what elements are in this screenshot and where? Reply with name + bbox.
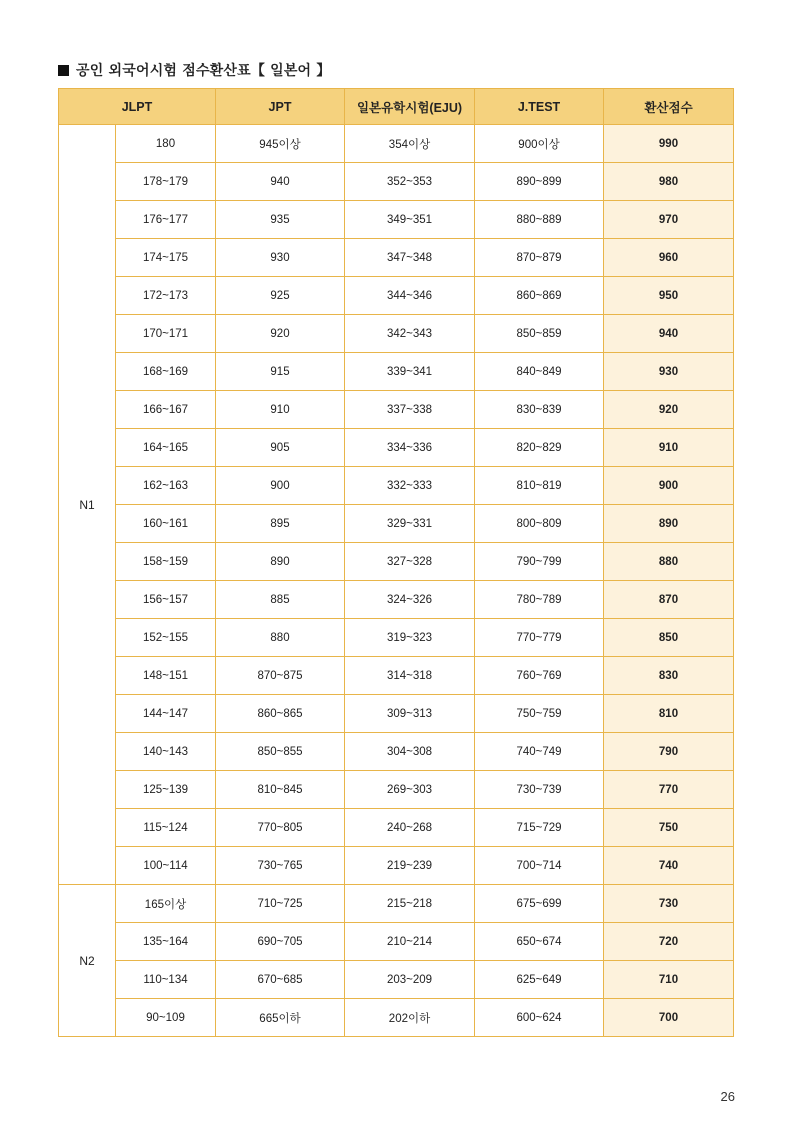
jpt-cell: 870~875 (216, 657, 345, 695)
table-row (59, 505, 734, 543)
table-row (59, 771, 734, 809)
table-row (59, 695, 734, 733)
jpt-cell: 730~765 (216, 847, 345, 885)
jtest-cell: 880~889 (475, 201, 604, 239)
jtest-cell: 800~809 (475, 505, 604, 543)
eju-cell: 354이상 (345, 125, 475, 163)
jlpt-cell: 174~175 (116, 239, 216, 277)
score-cell: 880 (604, 543, 734, 581)
score-cell: 810 (604, 695, 734, 733)
score-cell: 750 (604, 809, 734, 847)
score-cell: 950 (604, 277, 734, 315)
jtest-cell: 820~829 (475, 429, 604, 467)
table-row (59, 429, 734, 467)
jtest-cell: 830~839 (475, 391, 604, 429)
jlpt-cell: 148~151 (116, 657, 216, 695)
score-cell: 850 (604, 619, 734, 657)
jpt-cell: 850~855 (216, 733, 345, 771)
jpt-cell: 915 (216, 353, 345, 391)
jtest-cell: 700~714 (475, 847, 604, 885)
jtest-cell: 870~879 (475, 239, 604, 277)
jpt-cell: 930 (216, 239, 345, 277)
jpt-cell: 810~845 (216, 771, 345, 809)
score-conversion-table (58, 88, 734, 1037)
jlpt-cell: 158~159 (116, 543, 216, 581)
jpt-cell: 905 (216, 429, 345, 467)
eju-cell: 202이하 (345, 999, 475, 1037)
score-cell: 790 (604, 733, 734, 771)
jlpt-cell: 140~143 (116, 733, 216, 771)
level-cell: N1 (59, 125, 116, 885)
eju-cell: 219~239 (345, 847, 475, 885)
eju-cell: 349~351 (345, 201, 475, 239)
jlpt-cell: 165이상 (116, 885, 216, 923)
score-cell: 970 (604, 201, 734, 239)
jtest-cell: 600~624 (475, 999, 604, 1037)
jpt-cell: 880 (216, 619, 345, 657)
table-row (59, 657, 734, 695)
jpt-cell: 900 (216, 467, 345, 505)
jpt-cell: 940 (216, 163, 345, 201)
jlpt-cell: 172~173 (116, 277, 216, 315)
table-row (59, 315, 734, 353)
table-row (59, 923, 734, 961)
jtest-cell: 860~869 (475, 277, 604, 315)
score-cell: 930 (604, 353, 734, 391)
jpt-cell: 770~805 (216, 809, 345, 847)
eju-cell: 304~308 (345, 733, 475, 771)
jpt-cell: 890 (216, 543, 345, 581)
jtest-cell: 750~759 (475, 695, 604, 733)
jtest-cell: 740~749 (475, 733, 604, 771)
score-cell: 910 (604, 429, 734, 467)
page-number: 26 (720, 1089, 735, 1104)
table-header-row (59, 89, 734, 125)
jtest-cell: 900이상 (475, 125, 604, 163)
jlpt-cell: 162~163 (116, 467, 216, 505)
header-eju: 일본유학시험(EJU) (345, 89, 475, 125)
eju-cell: 344~346 (345, 277, 475, 315)
table-row (59, 885, 734, 923)
jtest-cell: 770~779 (475, 619, 604, 657)
table-row (59, 277, 734, 315)
table-row (59, 847, 734, 885)
eju-cell: 334~336 (345, 429, 475, 467)
table-row (59, 809, 734, 847)
jlpt-cell: 178~179 (116, 163, 216, 201)
score-cell: 900 (604, 467, 734, 505)
eju-cell: 339~341 (345, 353, 475, 391)
jlpt-cell: 90~109 (116, 999, 216, 1037)
jlpt-cell: 156~157 (116, 581, 216, 619)
eju-cell: 314~318 (345, 657, 475, 695)
jlpt-cell: 110~134 (116, 961, 216, 999)
jtest-cell: 840~849 (475, 353, 604, 391)
jpt-cell: 895 (216, 505, 345, 543)
score-cell: 730 (604, 885, 734, 923)
jpt-cell: 920 (216, 315, 345, 353)
jpt-cell: 910 (216, 391, 345, 429)
jlpt-cell: 100~114 (116, 847, 216, 885)
eju-cell: 329~331 (345, 505, 475, 543)
score-cell: 960 (604, 239, 734, 277)
eju-cell: 327~328 (345, 543, 475, 581)
eju-cell: 337~338 (345, 391, 475, 429)
header-jpt: JPT (216, 89, 345, 125)
jtest-cell: 810~819 (475, 467, 604, 505)
jtest-cell: 780~789 (475, 581, 604, 619)
score-cell: 770 (604, 771, 734, 809)
table-row (59, 543, 734, 581)
jtest-cell: 675~699 (475, 885, 604, 923)
jtest-cell: 715~729 (475, 809, 604, 847)
table-row (59, 391, 734, 429)
jlpt-cell: 168~169 (116, 353, 216, 391)
table-row (59, 201, 734, 239)
score-cell: 710 (604, 961, 734, 999)
score-cell: 700 (604, 999, 734, 1037)
header-jtest: J.TEST (475, 89, 604, 125)
jtest-cell: 760~769 (475, 657, 604, 695)
jlpt-cell: 166~167 (116, 391, 216, 429)
table-row (59, 467, 734, 505)
jtest-cell: 625~649 (475, 961, 604, 999)
jpt-cell: 925 (216, 277, 345, 315)
eju-cell: 342~343 (345, 315, 475, 353)
table-row (59, 353, 734, 391)
jlpt-cell: 144~147 (116, 695, 216, 733)
jpt-cell: 945이상 (216, 125, 345, 163)
eju-cell: 210~214 (345, 923, 475, 961)
eju-cell: 203~209 (345, 961, 475, 999)
jpt-cell: 935 (216, 201, 345, 239)
score-cell: 720 (604, 923, 734, 961)
eju-cell: 240~268 (345, 809, 475, 847)
jlpt-cell: 115~124 (116, 809, 216, 847)
jlpt-cell: 180 (116, 125, 216, 163)
jtest-cell: 650~674 (475, 923, 604, 961)
table-row (59, 619, 734, 657)
score-cell: 980 (604, 163, 734, 201)
eju-cell: 309~313 (345, 695, 475, 733)
table-row (59, 733, 734, 771)
jlpt-cell: 170~171 (116, 315, 216, 353)
jpt-cell: 670~685 (216, 961, 345, 999)
jlpt-cell: 164~165 (116, 429, 216, 467)
page-title (58, 60, 331, 80)
jpt-cell: 665이하 (216, 999, 345, 1037)
eju-cell: 319~323 (345, 619, 475, 657)
score-cell: 940 (604, 315, 734, 353)
title-text: 공인 외국어시험 점수환산표【 일본어 】 (76, 63, 331, 79)
score-cell: 740 (604, 847, 734, 885)
jpt-cell: 710~725 (216, 885, 345, 923)
jpt-cell: 885 (216, 581, 345, 619)
table-row (59, 163, 734, 201)
table-row (59, 125, 734, 163)
header-jlpt: JLPT (59, 89, 216, 125)
eju-cell: 332~333 (345, 467, 475, 505)
jpt-cell: 860~865 (216, 695, 345, 733)
black-square-icon (58, 65, 69, 76)
table-row (59, 581, 734, 619)
eju-cell: 215~218 (345, 885, 475, 923)
jlpt-cell: 135~164 (116, 923, 216, 961)
table-row (59, 999, 734, 1037)
jpt-cell: 690~705 (216, 923, 345, 961)
eju-cell: 352~353 (345, 163, 475, 201)
score-cell: 920 (604, 391, 734, 429)
score-cell: 990 (604, 125, 734, 163)
jtest-cell: 850~859 (475, 315, 604, 353)
eju-cell: 324~326 (345, 581, 475, 619)
jtest-cell: 890~899 (475, 163, 604, 201)
jlpt-cell: 176~177 (116, 201, 216, 239)
score-cell: 870 (604, 581, 734, 619)
score-cell: 890 (604, 505, 734, 543)
header-score: 환산점수 (604, 89, 734, 125)
jtest-cell: 790~799 (475, 543, 604, 581)
jlpt-cell: 152~155 (116, 619, 216, 657)
eju-cell: 269~303 (345, 771, 475, 809)
level-cell: N2 (59, 885, 116, 1037)
score-cell: 830 (604, 657, 734, 695)
table-row (59, 239, 734, 277)
jlpt-cell: 125~139 (116, 771, 216, 809)
jtest-cell: 730~739 (475, 771, 604, 809)
table-row (59, 961, 734, 999)
eju-cell: 347~348 (345, 239, 475, 277)
jlpt-cell: 160~161 (116, 505, 216, 543)
